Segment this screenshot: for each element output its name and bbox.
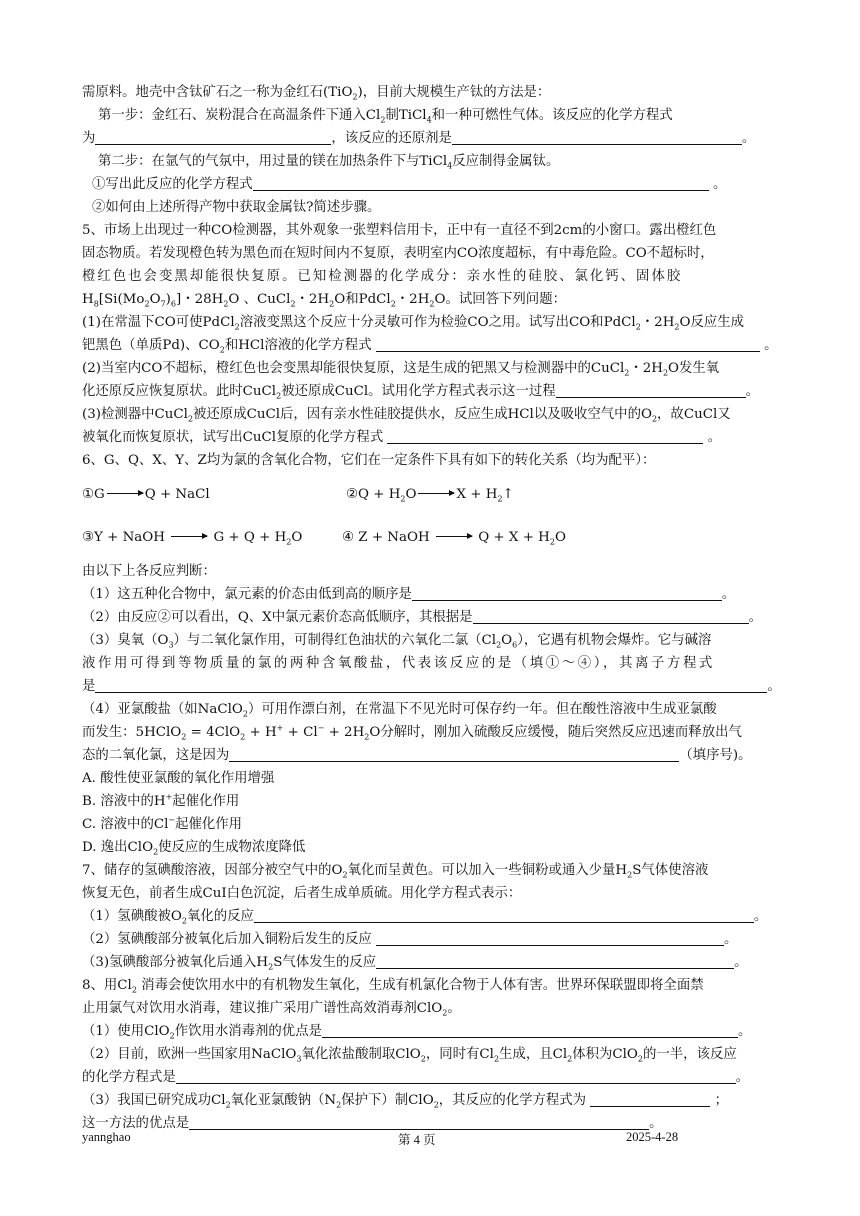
arrow-icon bbox=[436, 536, 472, 537]
footer-author: yannghao bbox=[82, 1130, 131, 1144]
text-line: 6、G、Q、X、Y、Z均为氯的含氧化合物，它们在一定条件下具有如下的转化关系（均为配平）： bbox=[82, 453, 656, 468]
text-line: （1）氢碘酸被$O_2$氧化的反应 。 bbox=[82, 909, 768, 926]
text-line: （3)氢碘酸部分被氧化后通入$H_2S$气体发生的反应 。 bbox=[82, 955, 748, 972]
text-line: 8、用$Cl_2$ 消毒会使饮用水中的有机物发生氧化，生成有机氯化合物于人体有害。世界环保联盟即将全面禁 bbox=[82, 978, 704, 995]
answer-blank[interactable] bbox=[95, 679, 767, 693]
text-line: 液作用可得到等物质量的氯的两种含氧酸盐，代表该反应的是（填①～④），其离子方程式 bbox=[82, 656, 715, 671]
text-line: 恢复无色，前者生成CuI白色沉淀，后者生成单质硫。用化学方程式表示： bbox=[82, 886, 522, 901]
text-line: 第一步：金红石、炭粉混合在高温条件下通入$Cl_2$制TiCl$_4$和一种可燃性气体。该反应的化学方程式 bbox=[98, 108, 673, 125]
text-line: 钯黑色（单质Pd)、$CO_2$和HCl溶液的化学方程式 。 bbox=[82, 338, 778, 355]
option-d: D. 逸出ClO$_2$使反应的生成物浓度降低 bbox=[82, 840, 306, 857]
answer-blank[interactable] bbox=[387, 430, 703, 444]
answer-blank[interactable] bbox=[322, 1024, 738, 1038]
answer-blank[interactable] bbox=[189, 1116, 649, 1130]
text-line: (1)在常温下CO可使PdCl$_2$溶液变黑这个反应十分灵敏可作为检验CO之用。试写出CO和PdCl$_2$・$2H_2O$反应生成 bbox=[82, 315, 745, 332]
text-line: 5、市场上出现过一种CO检测器，其外观象一张塑料信用卡，正中有一直径不到2cm的小窗口。露出橙红色 bbox=[82, 223, 717, 238]
answer-blank[interactable] bbox=[376, 338, 760, 352]
text-line: ①写出此反应的化学方程式 。 bbox=[92, 177, 727, 192]
text-line: (3)检测器中CuCl$_2$被还原成CuCl后，因有亲水性硅胶提供水，反应生成HCl以及吸收空气中的$O_2$，故CuCl又 bbox=[82, 407, 731, 424]
text-line: （1）使用ClO$_2$作饮用水消毒剂的优点是 。 bbox=[82, 1024, 752, 1041]
answer-blank[interactable] bbox=[95, 131, 331, 145]
text-line: 态的二氧化氯，这是因为 （填序号)。 bbox=[82, 748, 752, 763]
option-c: C. 溶液中的Cl−起催化作用 bbox=[82, 815, 243, 832]
text-line: 由以下上各反应判断： bbox=[82, 564, 216, 579]
reaction-3: ③Y + NaOH $G + Q + H_2O$ bbox=[82, 530, 303, 547]
text-line: 固态物质。若发现橙色转为黑色而在短时间内不复原，表明室内CO浓度超标，有中毒危险。CO不超标时， bbox=[82, 246, 714, 261]
text-line: 止用氯气对饮用水消毒，建议推广采用广谱性高效消毒剂ClO$_2$。 bbox=[82, 1001, 461, 1018]
option-b: B. 溶液中的H+起催化作用 bbox=[82, 792, 240, 809]
reaction-4: ④ Z + NaOH $Q + X + H_2O$ bbox=[342, 530, 566, 547]
text-line: （3）我国已研究成功$Cl_2$氧化亚氯酸钠（$N_2$保护下）制ClO$_2$，其反应的化学方程式为 ； bbox=[82, 1093, 728, 1110]
text-line: （1）这五种化合物中，氯元素的价态由低到高的顺序是 。 bbox=[82, 587, 736, 602]
answer-blank[interactable] bbox=[176, 1070, 736, 1084]
text-line: （2）由反应②可以看出，Q、X中氯元素价态高低顺序，其根据是 。 bbox=[82, 610, 762, 625]
text-line: 的化学方程式是 。 bbox=[82, 1070, 750, 1085]
text-line: （3）臭氧$(O_3)$与二氧化氯作用，可制得红色油状的六氧化二氯$(Cl_2O_6)$，它遇有机物会爆炸。它与碱溶 bbox=[82, 633, 712, 650]
arrow-icon bbox=[171, 536, 207, 537]
text-line: $H_8[Si(Mo_2O_7)_6]$・$28H_2O$ 、CuCl$_2$・$2H_2O$和PdCl$_2$・$2H_2O$。试回答下列问题： bbox=[82, 292, 566, 309]
text-line: 这一方法的优点是 。 bbox=[82, 1116, 663, 1131]
answer-blank[interactable] bbox=[590, 1093, 710, 1107]
text-line: (2)当室内CO不超标，橙红色也会变黑却能很快复原，这是生成的钯黑又与检测器中的CuCl$_2$・$2H_2O$发生氧 bbox=[82, 361, 720, 378]
answer-blank[interactable] bbox=[253, 177, 709, 191]
footer-page-number: 第 4 页 bbox=[398, 1133, 436, 1147]
answer-blank[interactable] bbox=[376, 932, 724, 946]
arrow-icon bbox=[107, 493, 143, 494]
text-line: （4）亚氯酸盐（如NaClO$_2$）可用作漂白剂，在常温下不见光时可保存约一年。但在酸性溶液中生成亚氯酸 bbox=[82, 702, 717, 719]
answer-blank[interactable] bbox=[473, 610, 749, 624]
text-line: 需原料。地壳中含钛矿石之一称为金红石(TiO$_2$)，目前大规模生产钛的方法是： bbox=[82, 85, 551, 102]
answer-blank[interactable] bbox=[254, 909, 754, 923]
text-line: 被氧化而恢复原状，试写出CuCl复原的化学方程式 。 bbox=[82, 430, 722, 445]
answer-blank[interactable] bbox=[452, 131, 742, 145]
answer-blank[interactable] bbox=[556, 384, 746, 398]
text-line: 橙红色也会变黑却能很快复原。已知检测器的化学成分：亲水性的硅胶、氯化钙、固体胶 bbox=[82, 269, 683, 284]
footer-date: 2025-4-28 bbox=[626, 1130, 679, 1144]
text-line: ②如何由上述所得产物中获取金属钛?简述步骤。 bbox=[92, 200, 381, 215]
option-a: A. 酸性使亚氯酸的氧化作用增强 bbox=[82, 771, 275, 786]
answer-blank[interactable] bbox=[376, 955, 734, 969]
answer-blank[interactable] bbox=[229, 748, 679, 762]
reaction-1: ①G Q + NaCl bbox=[82, 487, 210, 502]
reaction-2: ②Q + $H_2O$ $X + H_2↑$ bbox=[346, 487, 514, 504]
text-line: 为 ，该反应的还原剂是 。 bbox=[82, 131, 756, 146]
text-line: （2）氢碘酸部分被氧化后加入铜粉后发生的反应 。 bbox=[82, 932, 738, 947]
text-line: 化还原反应恢复原状。此时CuCl$_2$被还原成CuCl。试用化学方程式表示这一过程 。 bbox=[82, 384, 760, 401]
answer-blank[interactable] bbox=[412, 587, 722, 601]
text-line: （2）目前，欧洲一些国家用NaClO$_3$氧化浓盐酸制取ClO$_2$，同时有$Cl_2$生成，且$Cl_2$体积为ClO$_2$的一半，该反应 bbox=[82, 1047, 737, 1064]
text-line: 7、储存的氢碘酸溶液，因部分被空气中的$O_2$氧化而呈黄色。可以加入一些铜粉或通入少量$H_2S$气体使溶液 bbox=[82, 863, 709, 880]
text-line: 是 。 bbox=[82, 679, 781, 694]
text-line: 而发生：5HClO$_2$ = $4ClO_2 + H^+ + Cl^- + 2H_2O$分解时，刚加入硫酸反应缓慢，随后突然反应迅速而释放出气 bbox=[82, 723, 742, 742]
text-line: 第二步：在氩气的气氛中，用过量的镁在加热条件下与TiCl$_4$反应制得金属钛。 bbox=[98, 154, 560, 171]
arrow-icon bbox=[418, 493, 454, 494]
